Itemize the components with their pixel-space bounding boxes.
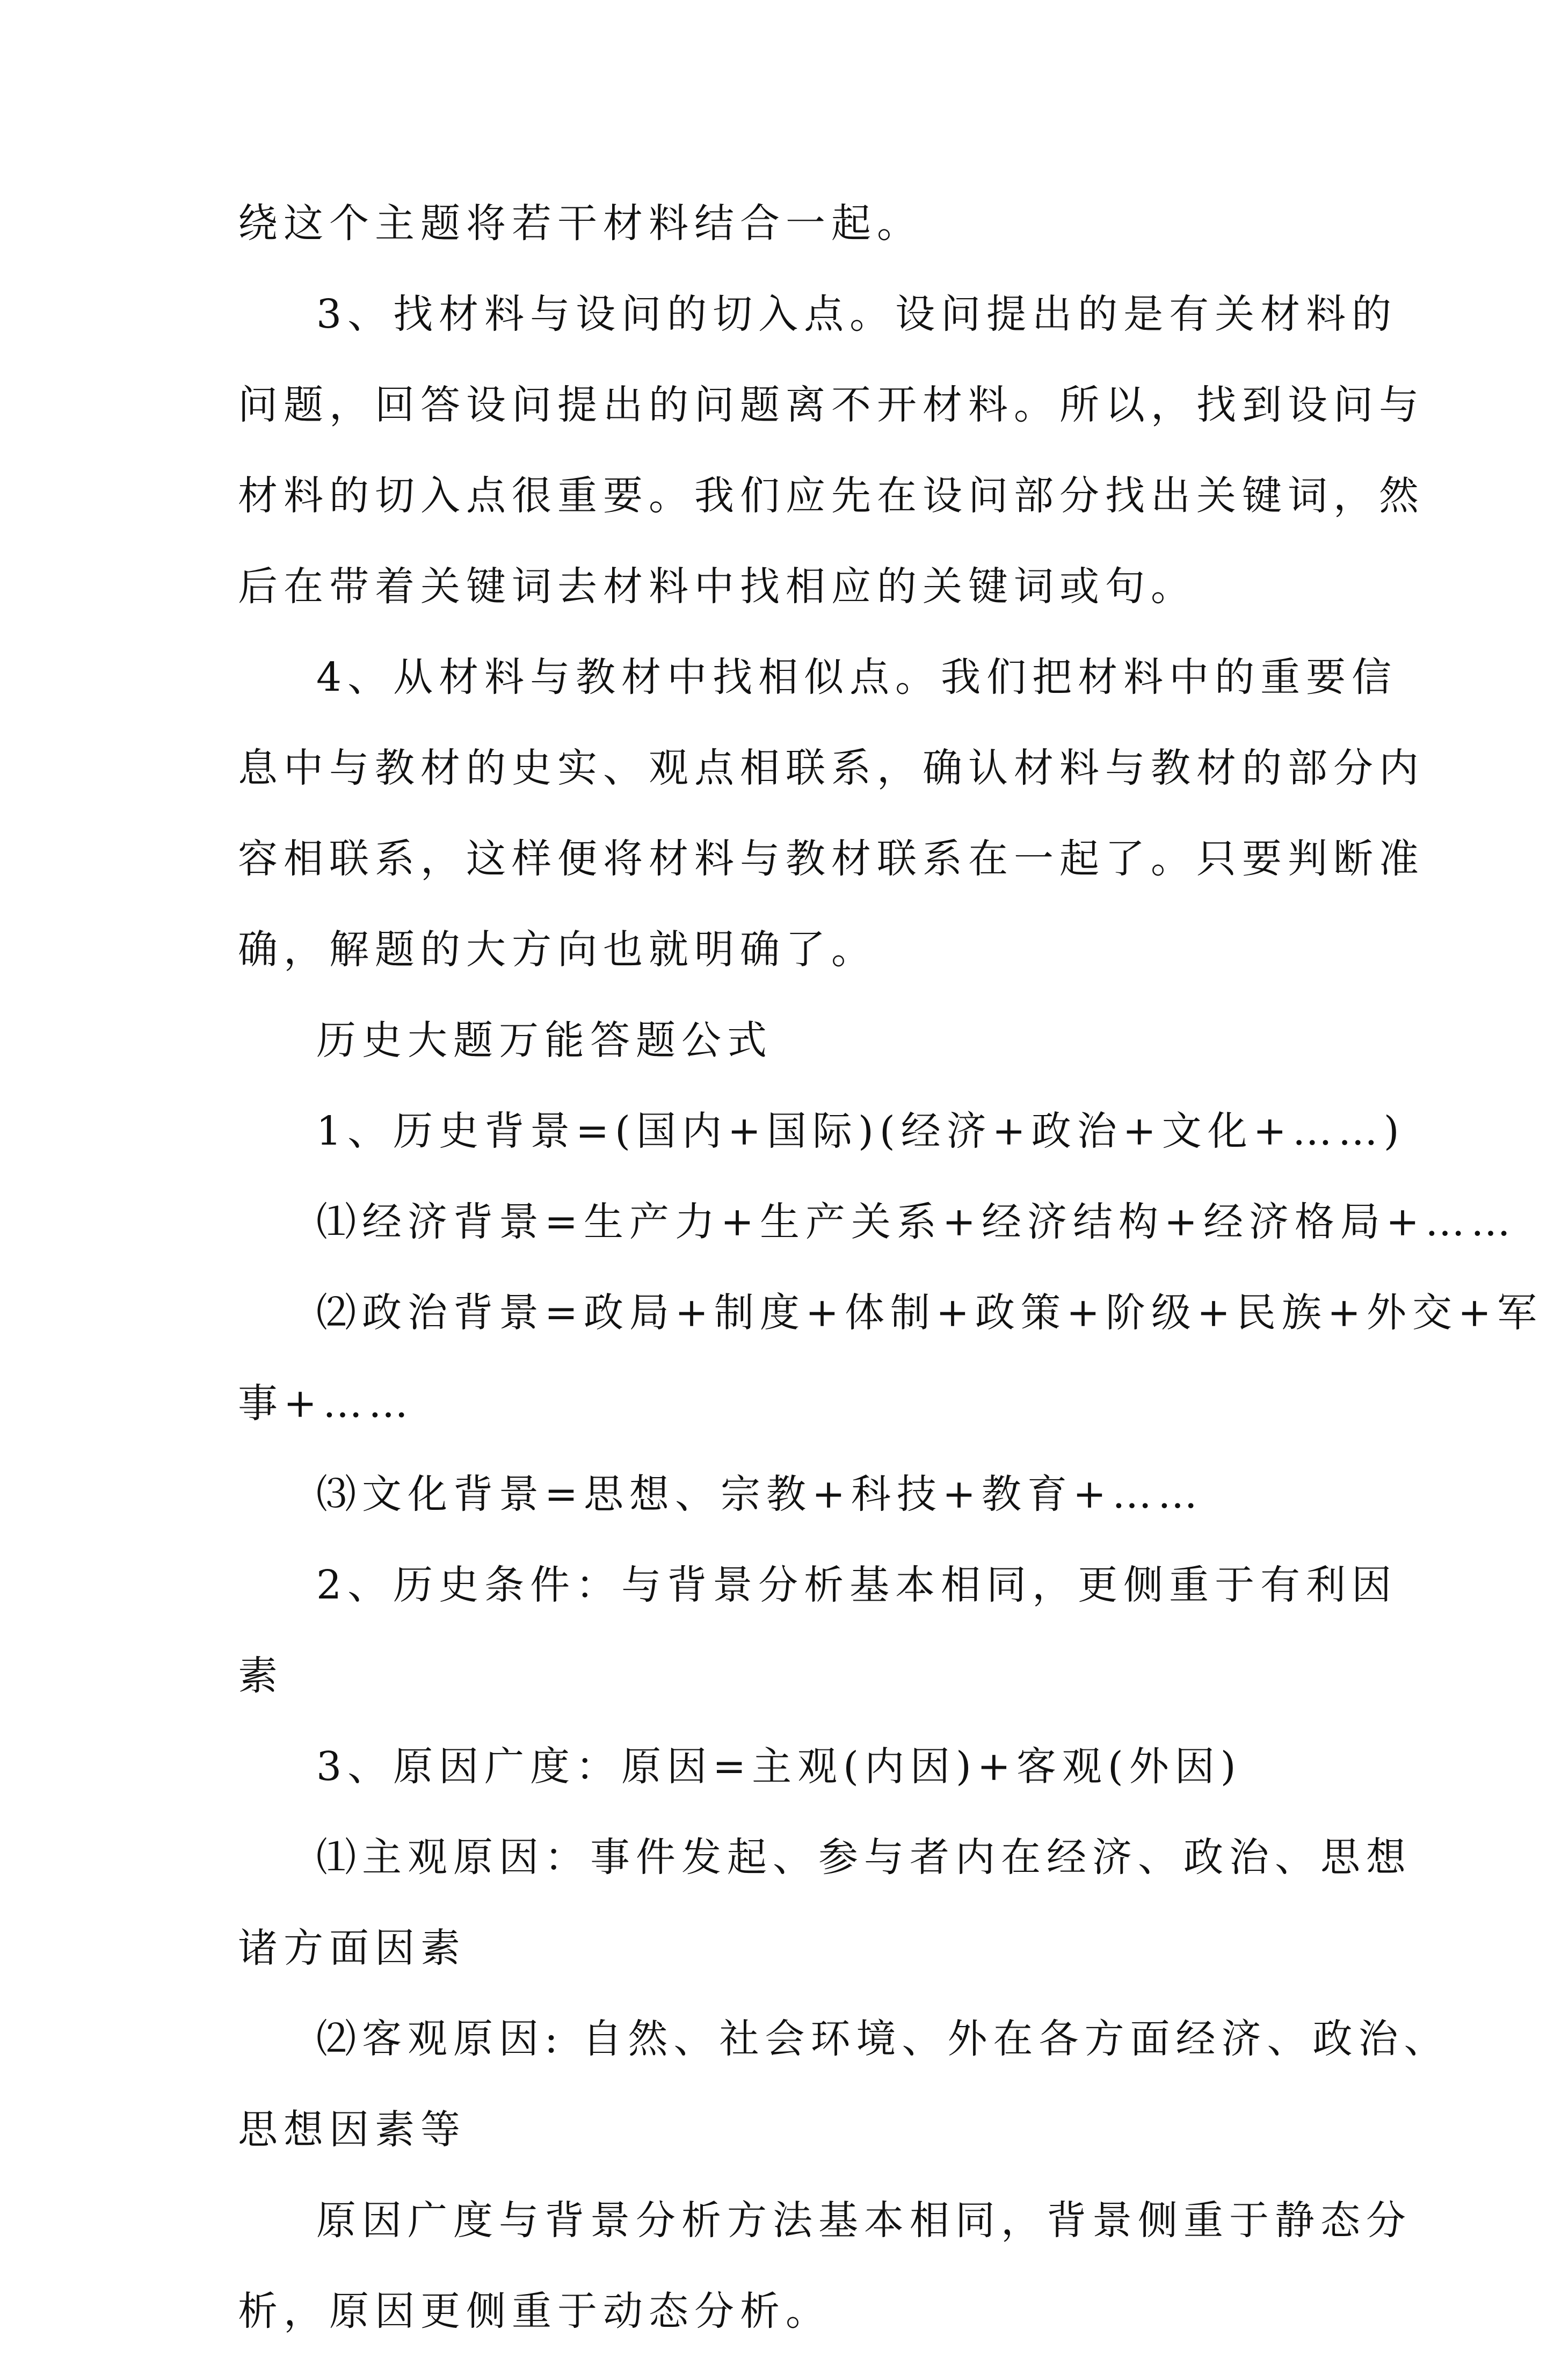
text-line: 3、找材料与设问的切入点。设问提出的是有关材料的 <box>316 291 1398 337</box>
text-line: 绕这个主题将若干材料结合一起。 <box>238 200 923 247</box>
text-line: ⑴经济背景=生产力+生产关系+经济结构+经济格局+…… <box>316 1199 1517 1245</box>
text-line: 问题，回答设问提出的问题离不开材料。所以，找到设问与 <box>238 382 1425 428</box>
text-line: 素 <box>238 1653 284 1699</box>
text-line: 确，解题的大方向也就明确了。 <box>238 927 877 973</box>
text-line: 后在带着关键词去材料中找相应的关键词或句。 <box>238 563 1196 610</box>
text-line: 材料的切入点很重要。我们应先在设问部分找出关键词，然 <box>238 473 1425 519</box>
text-line: 原因广度与背景分析方法基本相同，背景侧重于静态分 <box>316 2197 1412 2244</box>
section-heading: 历史大题万能答题公式 <box>316 1017 773 1064</box>
text-line: ⑴主观原因：事件发起、参与者内在经济、政治、思想 <box>316 1834 1412 1880</box>
document-body <box>238 200 1543 2380</box>
text-line: 诸方面因素 <box>238 1925 466 1971</box>
text-line: ⑶文化背景=思想、宗教+科技+教育+…… <box>316 1471 1204 1517</box>
text-line: ⑵政治背景=政局+制度+体制+政策+阶级+民族+外交+军 <box>316 1290 1543 1336</box>
text-line: 4、从材料与教材中找相似点。我们把材料中的重要信 <box>316 654 1398 700</box>
text-line: 1、历史背景=(国内+国际)(经济+政治+文化+……) <box>316 1108 1405 1154</box>
text-line: 息中与教材的史实、观点相联系，确认材料与教材的部分内 <box>238 745 1425 791</box>
text-line: 2、历史条件：与背景分析基本相同，更侧重于有利因 <box>316 1562 1398 1608</box>
text-line: 事+…… <box>238 1380 415 1427</box>
text-line: ⑵客观原因: 自然、社会环境、外在各方面经济、政治、 <box>316 2016 1450 2062</box>
text-line: 3、原因广度：原因=主观(内因)+客观(外因) <box>316 1744 1242 1790</box>
text-line: 析，原因更侧重于动态分析。 <box>238 2288 831 2334</box>
text-line: 思想因素等 <box>238 2107 466 2153</box>
text-line: 容相联系，这样便将材料与教材联系在一起了。只要判断准 <box>238 836 1425 882</box>
